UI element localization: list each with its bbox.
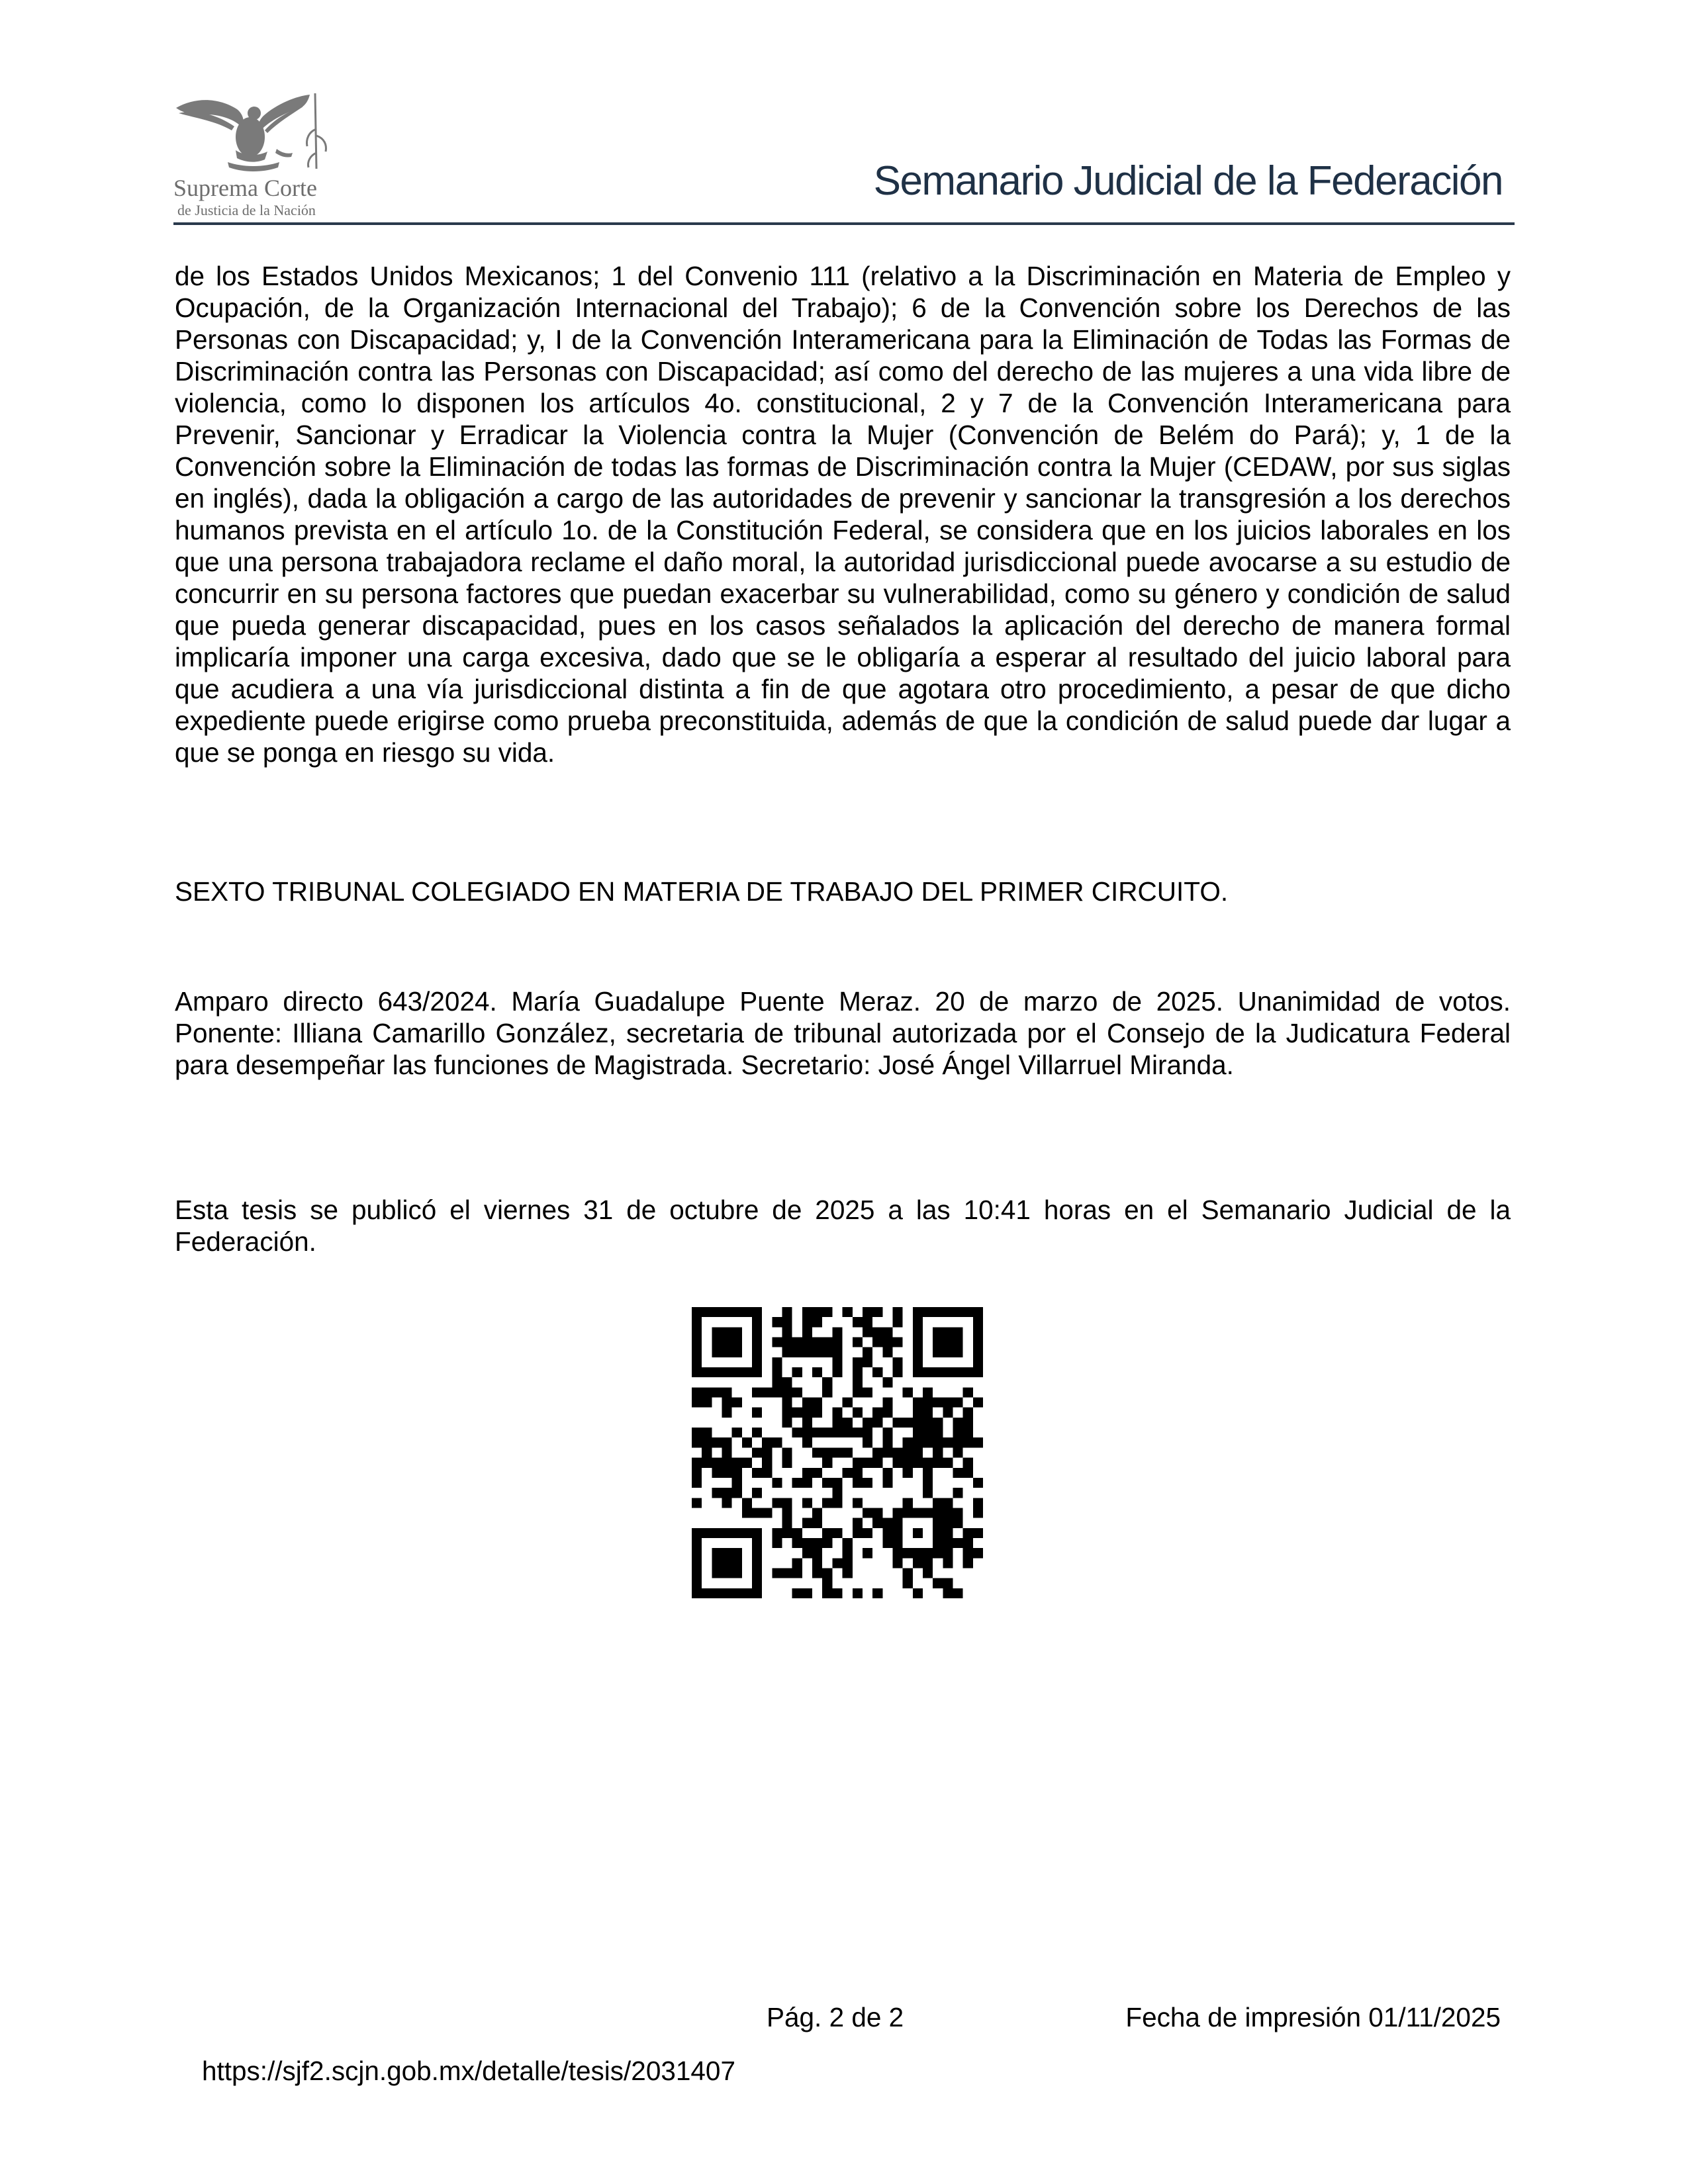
logo-subtitle: de Justicia de la Nación [177, 202, 316, 218]
tribunal-name: SEXTO TRIBUNAL COLEGIADO EN MATERIA DE TRABAJO DEL PRIMER CIRCUITO. [175, 876, 1229, 907]
print-date: Fecha de impresión 01/11/2025 [1125, 2002, 1501, 2032]
header-title: Semanario Judicial de la Federación [873, 158, 1503, 204]
qr-code-icon [692, 1307, 983, 1598]
document-url[interactable]: https://sjf2.scjn.gob.mx/detalle/tesis/2031407 [202, 2056, 735, 2086]
scjn-logo [171, 89, 343, 218]
header-divider [173, 222, 1515, 225]
logo-name: Suprema Corte [173, 175, 317, 201]
publication-note: Esta tesis se publicó el viernes 31 de octubre de 2025 a las 10:41 horas en el Semanario Judicial de la Federación. [175, 1195, 1511, 1257]
page-number: Pág. 2 de 2 [767, 2002, 904, 2032]
precedent-paragraph: Amparo directo 643/2024. María Guadalupe Puente Meraz. 20 de marzo de 2025. Unanimidad de votos. Ponente: Illiana Camarillo González, secretaria de tribunal autorizada por el Consejo de la Judicatura Federal para desempeñar las funciones de Magistrada. Secretario: José Ángel Villarruel Miranda. [175, 986, 1511, 1080]
thesis-body-paragraph: de los Estados Unidos Mexicanos; 1 del Convenio 111 (relativo a la Discriminación en Materia de Empleo y Ocupación, de la Organización Internacional del Trabajo); 6 de la Convención sobre los Derechos de las Personas con Discapacidad; y, I de la Convención Interamericana para la Eliminación de Todas las Formas de Discriminación contra las Personas con Discapacidad; así como del derecho de las mujeres a una vida libre de violencia, como lo disponen los artículos 4o. constitucional, 2 y 7 de la Convención Interamericana para Prevenir, Sancionar y Erradicar la Violencia contra la Mujer (Convención de Belém do Pará); y, 1 de la Convención sobre la Eliminación de todas las formas de Discriminación contra la Mujer (CEDAW, por sus siglas en inglés), dada la obligación a cargo de las autoridades de prevenir y sancionar la transgresión a los derechos humanos prevista en el artículo 1o. de la Constitución Federal, se considera que en los juicios laborales en los que una persona trabajadora reclame el daño moral, la autoridad jurisdiccional puede avocarse a su estudio de concurrir en su persona factores que puedan exacerbar su vulnerabilidad, como su género y condición de salud que pueda generar discapacidad, pues en los casos señalados la aplicación del derecho de manera formal implicaría imponer una carga excesiva, dado que se le obligaría a esperar al resultado del juicio laboral para que acudiera a una vía jurisdiccional distinta a fin de que agotara otro procedimiento, a pesar de que dicho expediente puede erigirse como prueba preconstituida, además de que la condición de salud puede dar lugar a que se ponga en riesgo su vida. [175, 261, 1511, 768]
eagle-emblem-icon [171, 89, 343, 175]
